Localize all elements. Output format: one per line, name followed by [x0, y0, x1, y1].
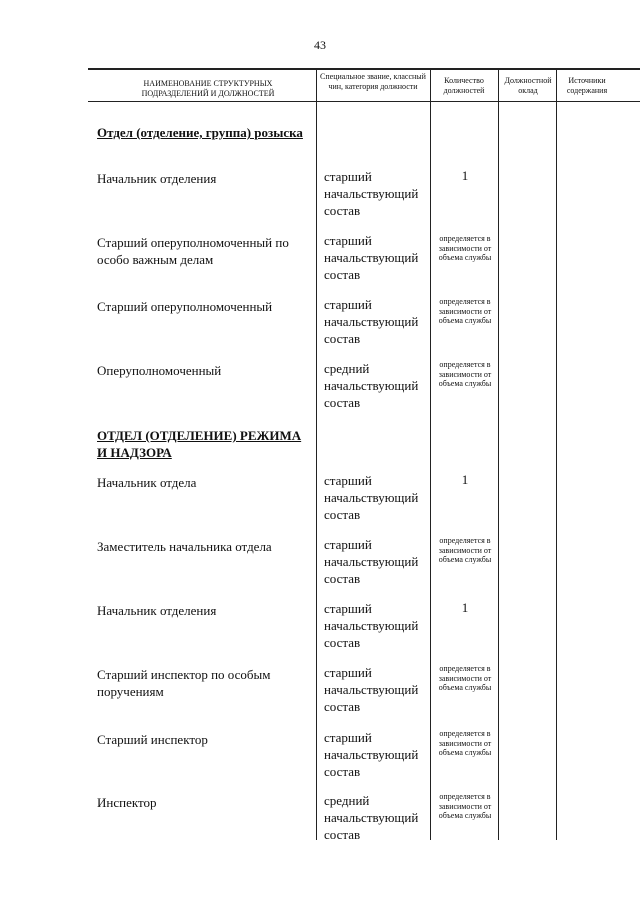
rank-category: старший начальствующий состав — [324, 730, 419, 779]
position-count: 1 — [461, 168, 469, 183]
position-name: Старший оперуполномоченный — [97, 299, 273, 314]
position-name: Оперуполномоченный — [97, 363, 222, 378]
position-count-note: определяется в зависимости от объема службы — [438, 360, 492, 388]
rank-category: старший начальствующий состав — [324, 233, 419, 282]
position-count-note: определяется в зависимости от объема службы — [438, 234, 492, 262]
header-salary: Должностной оклад — [504, 76, 552, 95]
position-name: Старший оперуполномоченный по особо важным делам — [97, 235, 289, 267]
header-position-count: Количество должностей — [443, 76, 485, 95]
header-bottom-border — [88, 101, 640, 102]
col-divider-2 — [430, 68, 431, 840]
position-count: 1 — [461, 600, 469, 615]
rank-category: старший начальствующий состав — [324, 665, 419, 714]
position-name: Начальник отдела — [97, 475, 197, 490]
rank-category: средний начальствующий состав — [324, 793, 419, 842]
col-divider-3 — [498, 68, 499, 840]
position-count-note: определяется в зависимости от объема службы — [438, 297, 492, 325]
col-divider-1 — [316, 68, 317, 840]
position-name: Старший инспектор — [97, 732, 208, 747]
section-title-search-department: Отдел (отделение, группа) розыска — [97, 125, 303, 140]
rank-category: старший начальствующий состав — [324, 601, 419, 650]
page-number: 43 — [314, 38, 326, 52]
rank-category: старший начальствующий состав — [324, 297, 419, 346]
position-name: Начальник отделения — [97, 603, 217, 618]
rank-category: средний начальствующий состав — [324, 361, 419, 410]
rank-category: старший начальствующий состав — [324, 537, 419, 586]
position-count-note: определяется в зависимости от объема службы — [438, 536, 492, 564]
position-name: Инспектор — [97, 795, 157, 810]
position-count: 1 — [461, 472, 469, 487]
position-count-note: определяется в зависимости от объема службы — [438, 792, 492, 820]
header-position-name: НАИМЕНОВАНИЕ СТРУКТУРНЫХ ПОДРАЗДЕЛЕНИЙ И ДОЛЖНОСТЕЙ — [141, 79, 275, 98]
col-divider-4 — [556, 68, 557, 840]
header-funding-source: Источники содержания — [566, 76, 608, 95]
position-count-note: определяется в зависимости от объема службы — [438, 729, 492, 757]
table-top-border — [88, 68, 640, 70]
position-count-note: определяется в зависимости от объема службы — [438, 664, 492, 692]
rank-category: старший начальствующий состав — [324, 169, 419, 218]
header-rank-category: Специальное звание, классный чин, категория должности — [320, 72, 426, 91]
position-name: Заместитель начальника отдела — [97, 539, 272, 554]
position-name: Начальник отделения — [97, 171, 217, 186]
rank-category: старший начальствующий состав — [324, 473, 419, 522]
section-title-regime-supervision: ОТДЕЛ (ОТДЕЛЕНИЕ) РЕЖИМА И НАДЗОРА — [97, 428, 302, 460]
position-name: Старший инспектор по особым поручениям — [97, 667, 271, 699]
